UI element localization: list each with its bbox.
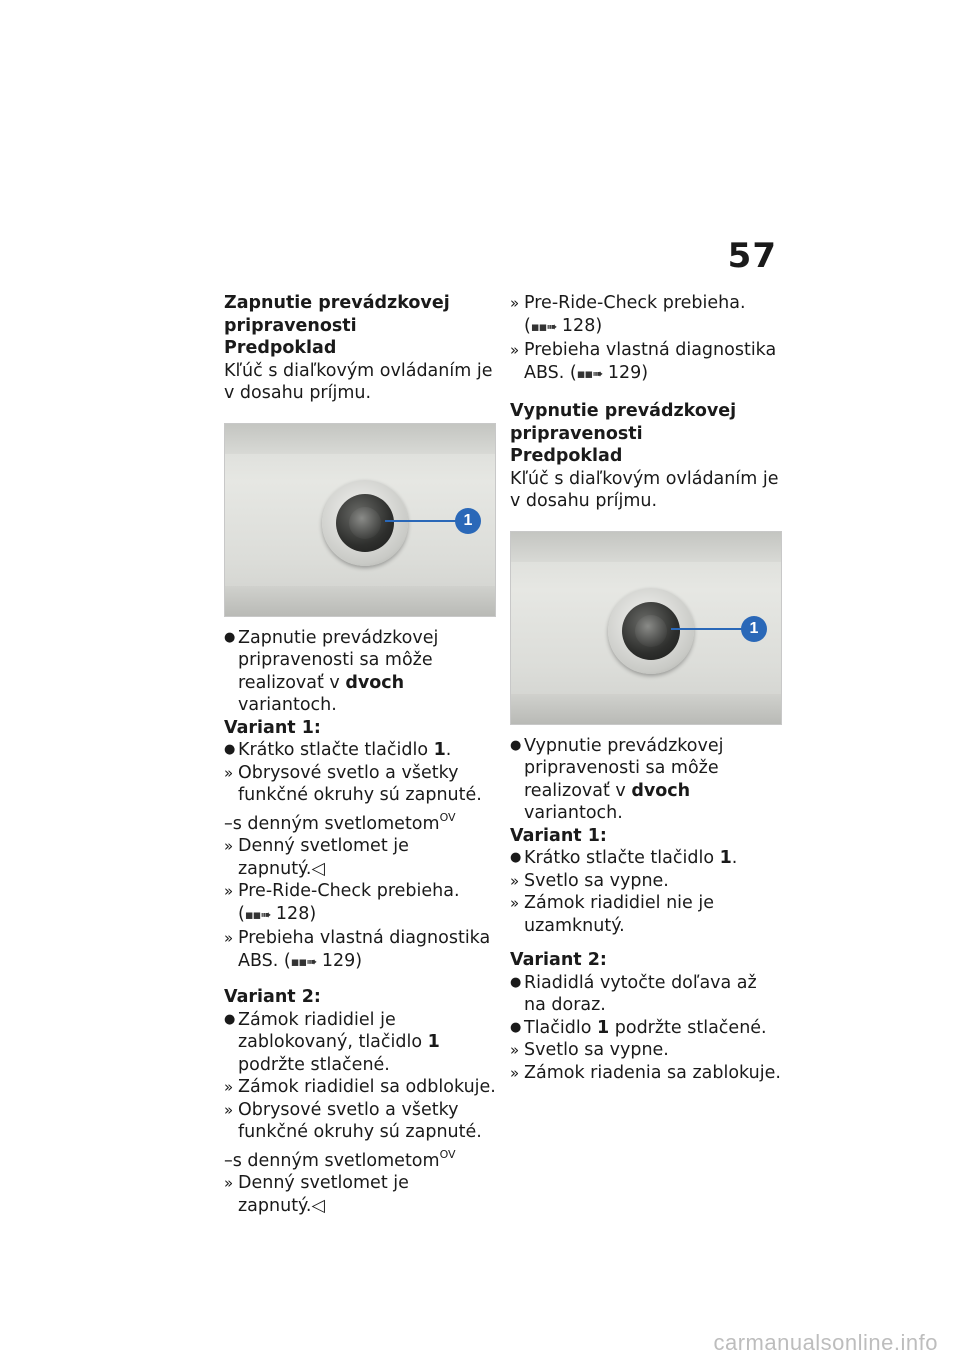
ref-open: ( xyxy=(569,362,577,383)
section-heading: Vypnutie prevádzkovej pripravenosti xyxy=(510,401,737,444)
intro-bold: dvoch xyxy=(345,672,405,693)
page-ref-arrow-icon: ▪▪➠ xyxy=(290,954,317,970)
intro-bold: dvoch xyxy=(631,780,691,801)
result-text: Obrysové svetlo a všetky funkčné okruhy sú zapnuté. xyxy=(238,762,482,805)
step-item xyxy=(224,1009,496,1077)
result-item xyxy=(510,870,782,893)
result-text: Zámok riadidiel nie je uzamknutý. xyxy=(524,893,714,936)
step-item xyxy=(510,972,782,1017)
result-marker: » xyxy=(510,894,520,912)
switch-figure xyxy=(224,423,496,617)
step-item xyxy=(510,1017,782,1040)
bullet-marker: ● xyxy=(224,1011,236,1027)
left-column xyxy=(224,292,496,1217)
result-marker: » xyxy=(510,294,520,312)
result-item xyxy=(224,835,496,880)
result-text: Zámok riadidiel sa odblokuje. xyxy=(238,1077,496,1097)
result-item xyxy=(224,762,496,807)
step-text-end: podržte stlačené. xyxy=(238,1054,390,1075)
figure-bottom-band xyxy=(225,586,495,616)
step-bold: 1 xyxy=(433,740,446,760)
ref-close: ) xyxy=(641,362,649,383)
result-text: Obrysové svetlo a všetky funkčné okruhy sú zapnuté. xyxy=(238,1099,482,1142)
callout-badge: 1 xyxy=(455,508,481,534)
result-marker: » xyxy=(224,1078,234,1096)
option-text: s denným svetlometom xyxy=(232,1150,440,1171)
result-marker: » xyxy=(224,1100,234,1119)
result-text: Pre-Ride-Check prebieha. xyxy=(524,293,746,313)
step-text: Krátko stlačte tlačidlo xyxy=(238,740,434,760)
start-button xyxy=(635,615,667,647)
option-line xyxy=(224,807,496,836)
result-text: Prebieha vlastná diagnostika ABS. xyxy=(238,928,491,971)
figure-top-band xyxy=(225,424,495,454)
page-ref-link[interactable]: 128 xyxy=(561,315,596,336)
result-text: Svetlo sa vypne. xyxy=(524,1040,669,1060)
page-ref-arrow-icon: ▪▪➠ xyxy=(530,319,557,335)
result-item xyxy=(224,1076,496,1099)
figure-bottom-band xyxy=(511,694,781,724)
bullet-marker: ● xyxy=(510,974,522,990)
subheading: Predpoklad xyxy=(510,446,623,466)
intro-text-end: variantoch. xyxy=(238,695,337,715)
result-text: Denný svetlomet je zapnutý. xyxy=(238,1173,409,1216)
result-item xyxy=(510,892,782,937)
dash-marker: – xyxy=(224,813,233,834)
start-button xyxy=(349,507,381,539)
result-marker: » xyxy=(224,1174,234,1192)
bullet-marker: ● xyxy=(224,629,236,645)
result-item xyxy=(224,880,496,927)
result-text: Svetlo sa vypne. xyxy=(524,870,669,891)
ref-close: ) xyxy=(309,903,317,924)
result-marker: » xyxy=(510,341,520,359)
step-text-end: podržte stlačené. xyxy=(609,1017,767,1038)
callout-leader-line xyxy=(671,628,743,630)
option-superscript: OV xyxy=(439,810,456,824)
precondition-text: Kľúč s diaľkovým ovládaním je v dosahu príjmu. xyxy=(224,360,493,403)
step-item xyxy=(224,739,496,762)
result-marker: » xyxy=(224,929,234,947)
result-marker: » xyxy=(510,871,520,890)
watermark: carmanualsonline.info xyxy=(713,1330,938,1355)
callout-leader-line xyxy=(385,520,457,522)
ref-open: ( xyxy=(283,950,291,971)
page-ref-link[interactable]: 129 xyxy=(607,362,642,383)
step-item xyxy=(510,847,782,870)
right-column xyxy=(510,292,782,1084)
result-text: Denný svetlomet je zapnutý. xyxy=(238,836,409,879)
result-text: Zámok riadenia sa zablokuje. xyxy=(524,1062,781,1083)
result-item xyxy=(224,1172,496,1217)
end-mark-icon: ◁ xyxy=(311,1195,325,1216)
bullet-marker: ● xyxy=(510,737,522,753)
page-ref-link[interactable]: 128 xyxy=(275,903,310,924)
dash-marker: – xyxy=(224,1150,233,1171)
option-line xyxy=(224,1144,496,1173)
page-number: 57 xyxy=(727,236,777,276)
result-item xyxy=(224,1099,496,1144)
bullet-marker: ● xyxy=(510,850,522,865)
step-text: Riadidlá vytočte doľava až na doraz. xyxy=(524,972,757,1015)
option-superscript: OV xyxy=(439,1147,456,1161)
variant-title: Variant 1: xyxy=(224,717,321,738)
option-text: s denným svetlometom xyxy=(232,813,440,834)
end-mark-icon: ◁ xyxy=(311,858,325,879)
subheading: Predpoklad xyxy=(224,338,337,358)
result-item xyxy=(510,292,782,339)
ref-close: ) xyxy=(355,950,363,971)
step-text-end: . xyxy=(731,848,738,868)
result-text: Pre-Ride-Check prebieha. xyxy=(238,881,460,901)
step-bold: 1 xyxy=(719,848,732,868)
result-marker: » xyxy=(224,837,234,855)
ref-close: ) xyxy=(595,315,603,336)
result-marker: » xyxy=(510,1041,520,1059)
variant-title: Variant 2: xyxy=(510,950,607,970)
section-heading: Zapnutie prevádzkovej pripravenosti xyxy=(224,293,450,336)
result-marker: » xyxy=(224,882,234,900)
step-text-end: . xyxy=(445,740,452,760)
variant-title: Variant 1: xyxy=(510,825,607,846)
step-bold: 1 xyxy=(427,1032,440,1052)
result-item xyxy=(224,927,496,974)
page-ref-arrow-icon: ▪▪➠ xyxy=(244,907,271,923)
figure-top-band xyxy=(511,532,781,562)
step-text: Krátko stlačte tlačidlo xyxy=(524,848,720,868)
result-item xyxy=(510,1039,782,1062)
ref-open: ( xyxy=(238,903,245,924)
intro-text: Vypnutie prevádzkovej pripravenosti sa môže realizovať v xyxy=(524,735,724,801)
step-text: Zámok riadidiel je zablokovaný, tlačidlo xyxy=(238,1009,428,1052)
intro-text-end: variantoch. xyxy=(524,803,623,823)
intro-bullet xyxy=(224,627,496,717)
result-text: Prebieha vlastná diagnostika ABS. xyxy=(524,340,777,383)
page-ref-link[interactable]: 129 xyxy=(321,950,356,971)
result-item xyxy=(510,1062,782,1085)
intro-text: Zapnutie prevádzkovej pripravenosti sa môže realizovať v xyxy=(238,627,439,693)
step-text: Tlačidlo xyxy=(524,1017,597,1038)
page-ref-arrow-icon: ▪▪➠ xyxy=(576,366,603,382)
variant-title: Variant 2: xyxy=(224,987,321,1007)
switch-figure xyxy=(510,531,782,725)
bullet-marker: ● xyxy=(224,742,236,757)
callout-badge: 1 xyxy=(741,616,767,642)
result-item xyxy=(510,339,782,386)
ref-open: ( xyxy=(524,315,531,336)
result-marker: » xyxy=(510,1063,520,1082)
result-marker: » xyxy=(224,763,234,782)
bullet-marker: ● xyxy=(510,1019,522,1035)
precondition-text: Kľúč s diaľkovým ovládaním je v dosahu príjmu. xyxy=(510,468,779,511)
step-bold: 1 xyxy=(597,1017,610,1038)
intro-bullet xyxy=(510,735,782,825)
